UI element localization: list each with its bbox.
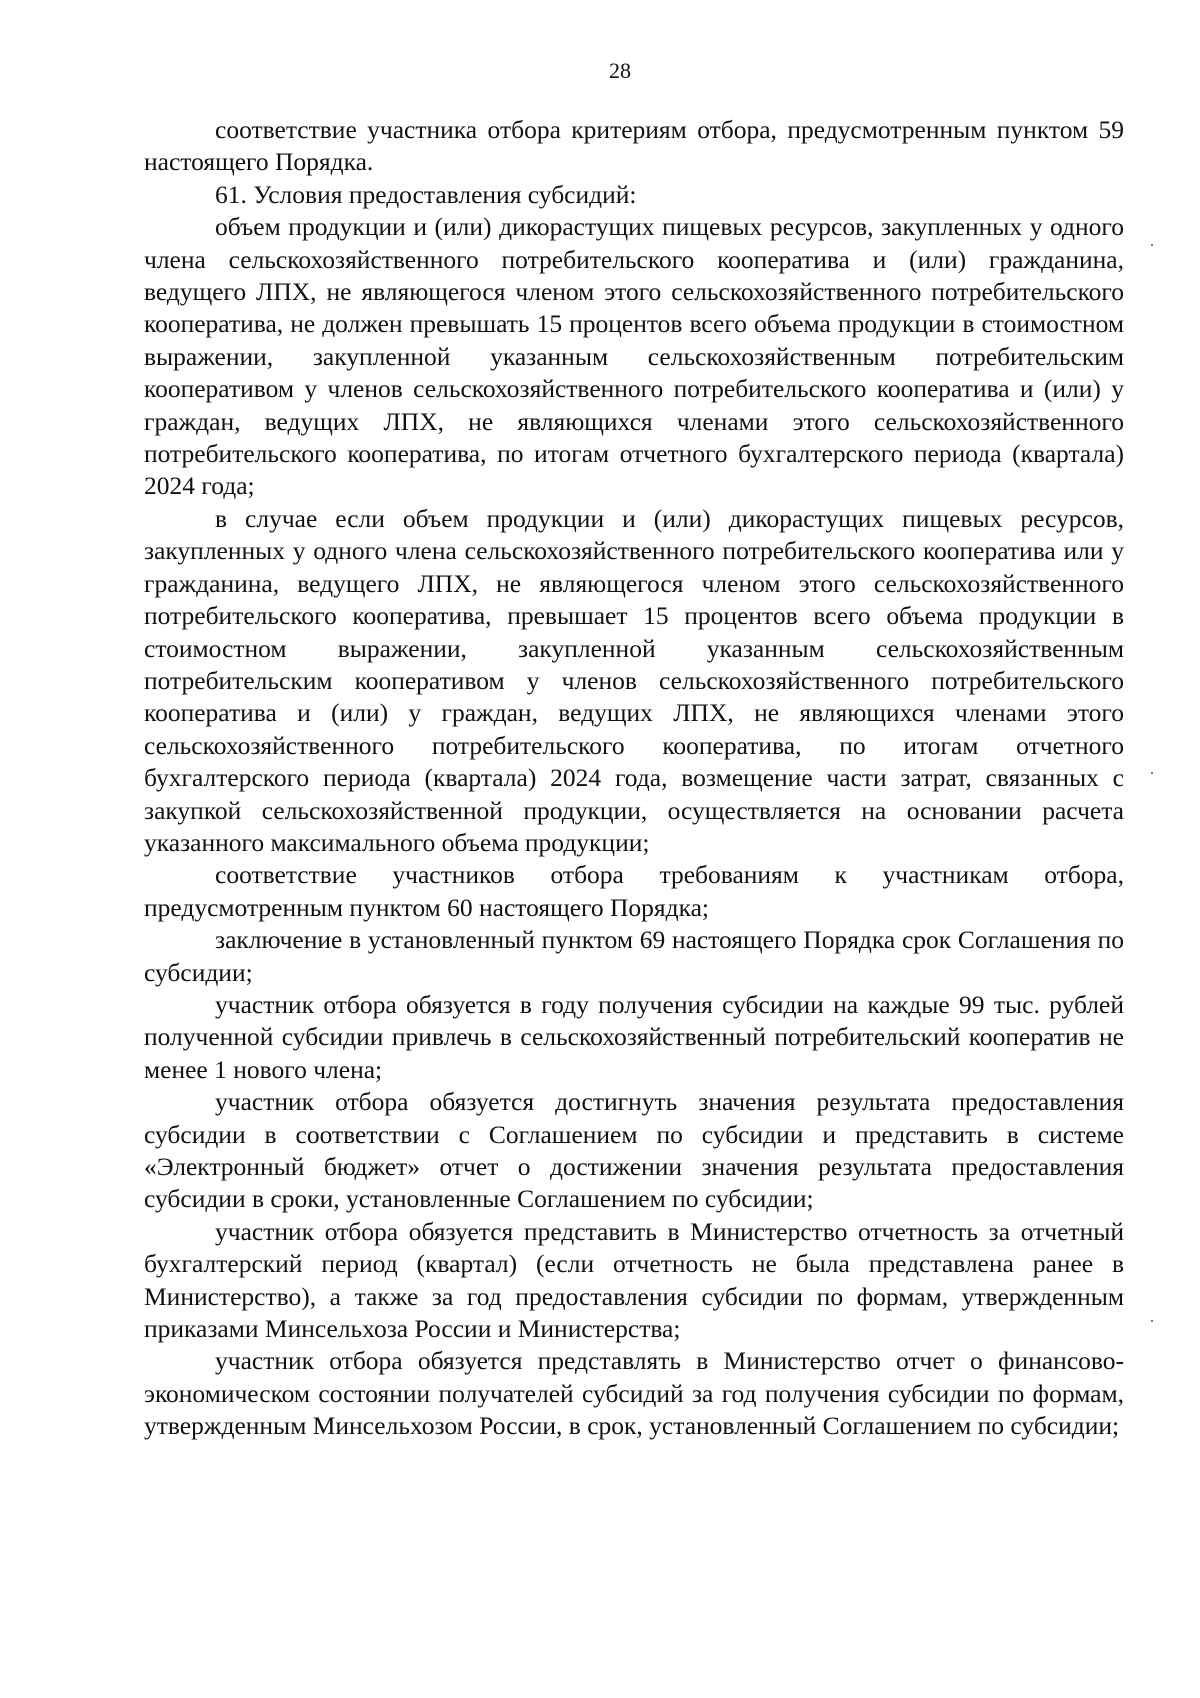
paragraph-result-achievement: участник отбора обязуется достигнуть значения результата предоставления субсидии в соответствии с Соглашением по субсидии и представить в системе «Электронный бюджет» отчет о достижении значения результата предоставления субсидии в сроки, установленные Соглашением по субсидии; (144, 1087, 1124, 1214)
paragraph-requirements-compliance: соответствие участников отбора требованиям к участникам отбора, предусмотренным пунктом 60 настоящего Порядка; (144, 860, 1124, 922)
paragraph-reporting-obligation: участник отбора обязуется представить в Министерство отчетность за отчетный бухгалтерский период (квартал) (если отчетность не была представлена ранее в Министерство), а также за год предоставления субсидии по формам, утвержденным приказами Минсельхоза России и Министерства; (144, 1216, 1124, 1344)
paragraph-section-61-heading: 61. Условия предоставления субсидий: (215, 179, 637, 209)
scan-speck (1151, 1320, 1153, 1322)
scan-speck (1151, 244, 1153, 246)
document-body (144, 114, 1124, 1443)
paragraph-excess-volume-case: в случае если объем продукции и (или) дикорастущих пищевых ресурсов, закупленных у одного члена сельскохозяйственного потребительского кооператива или у гражданина, ведущего ЛПХ, не являющегося членом этого сельскохозяйственного потребительского кооператива, превышает 15 процентов всего объема продукции в стоимостном выражении, закупленной указанным сельскохозяйственным потребительским кооперативом у членов сельскохозяйственного потребительского кооператива и (или) у граждан, ведущих ЛПХ, не являющихся членами этого сельскохозяйственного потребительского кооператива, по итогам отчетного бухгалтерского периода (квартала) 2024 года, возмещение части затрат, связанных с закупкой сельскохозяйственной продукции, осуществляется на основании расчета указанного максимального объема продукции; (144, 503, 1124, 857)
paragraph-new-member-obligation: участник отбора обязуется в году получения субсидии на каждые 99 тыс. рублей полученной субсидии привлечь в сельскохозяйственный потребительский кооператив не менее 1 нового члена; (144, 989, 1124, 1084)
paragraph-agreement-conclusion: заключение в установленный пунктом 69 настоящего Порядка срок Соглашения по субсидии; (144, 925, 1124, 987)
page-number: 28 (609, 58, 631, 83)
paragraph-financial-report: участник отбора обязуется представлять в Министерство отчет о финансово-экономическом состоянии получателей субсидий за год получения субсидии по формам, утвержденным Минсельхозом России, в срок, установленный Соглашением по субсидии; (144, 1346, 1124, 1441)
paragraph-purchase-volume-limit: объем продукции и (или) дикорастущих пищевых ресурсов, закупленных у одного члена сельскохозяйственного потребительского кооператива и (или) гражданина, ведущего ЛПХ, не являющегося членом этого сельскохозяйственного потребительского кооператива, не должен превышать 15 процентов всего объема продукции в стоимостном выражении, закупленной указанным сельскохозяйственным потребительским кооперативом у членов сельскохозяйственного потребительского кооператива и (или) у граждан, ведущих ЛПХ, не являющихся членами этого сельскохозяйственного потребительского кооператива, по итогам отчетного бухгалтерского периода (квартала) 2024 года; (144, 212, 1124, 501)
paragraph-criteria-compliance: соответствие участника отбора критериям отбора, предусмотренным пунктом 59 настоящего Порядка. (144, 115, 1124, 177)
scan-speck (1151, 772, 1153, 774)
